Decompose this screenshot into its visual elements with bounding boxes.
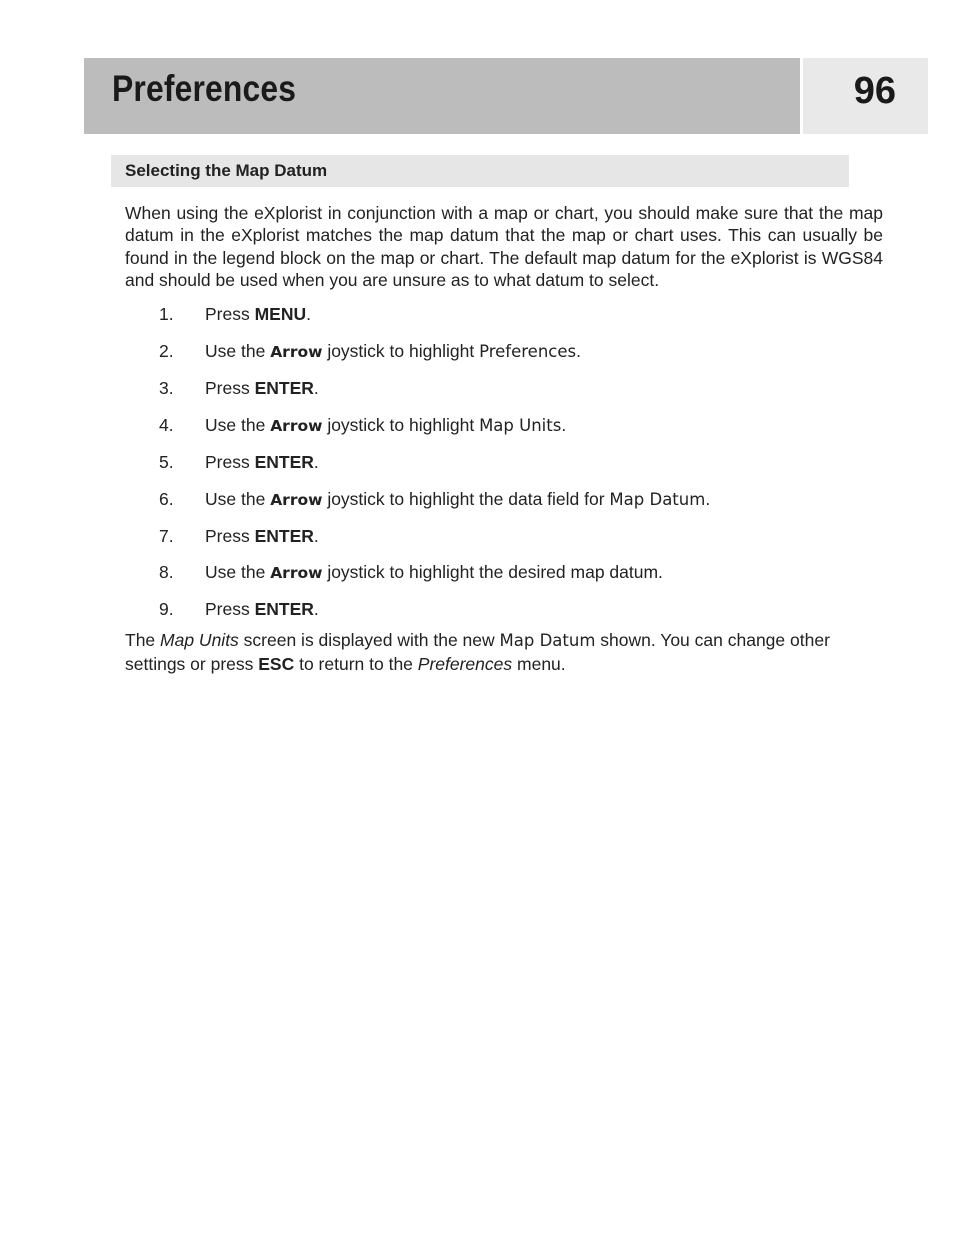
intro-paragraph: When using the eXplorist in conjunction with a map or chart, you should make sure that the map datum in the eXplorist matches the map datum that the map or chart uses. This can usually be found in the legend block on the map or chart. The default map datum for the eXplorist is WGS84 and should be used when you are unsure as to what datum to select.: [125, 203, 883, 290]
key-arrow: Arrow: [270, 343, 323, 362]
step-number: 8.: [159, 562, 174, 583]
screen-term: Map Datum: [499, 631, 596, 651]
step-7: [125, 525, 883, 562]
key-enter: ENTER: [254, 451, 314, 472]
key-esc: ESC: [258, 653, 295, 674]
outro-paragraph: The Map Units screen is displayed with the new Map Datum shown. You can change other settings or press ESC to return to the Preferences menu.: [125, 630, 830, 674]
step-4: [125, 414, 883, 451]
step-5: [125, 451, 883, 488]
content: [125, 202, 883, 675]
step-number: 3.: [159, 377, 174, 398]
step-number: 2.: [159, 341, 174, 362]
key-arrow: Arrow: [270, 416, 323, 435]
screen-term: Map Units: [479, 415, 562, 435]
step-number: 9.: [159, 599, 174, 620]
section-title: Selecting the Map Datum: [125, 161, 328, 180]
step-1: [125, 303, 883, 340]
step-text: Press MENU.: [205, 304, 312, 325]
key-arrow: Arrow: [270, 564, 323, 583]
step-9: [125, 598, 883, 635]
step-text: Use the Arrow joystick to highlight Map Units.: [205, 414, 567, 435]
step-8: [125, 561, 883, 598]
key-arrow: Arrow: [270, 490, 323, 509]
step-text: Use the Arrow joystick to highlight the data field for Map Datum.: [205, 488, 711, 509]
key-enter: ENTER: [254, 377, 314, 398]
steps-list: [125, 303, 883, 635]
screen-term: Map Datum: [609, 489, 706, 509]
step-6: [125, 488, 883, 525]
step-2: [125, 340, 883, 377]
key-enter: ENTER: [254, 525, 314, 546]
step-text: Press ENTER.: [205, 451, 319, 472]
step-text: Use the Arrow joystick to highlight the desired map datum.: [205, 562, 663, 583]
step-text: Use the Arrow joystick to highlight Preferences.: [205, 341, 581, 362]
step-text: Press ENTER.: [205, 525, 319, 546]
step-number: 6.: [159, 488, 174, 509]
step-text: Press ENTER.: [205, 377, 319, 398]
step-3: [125, 377, 883, 414]
page-number: 96: [853, 70, 896, 112]
step-number: 7.: [159, 525, 174, 546]
screen-term: Preferences: [479, 342, 577, 362]
key-enter: ENTER: [254, 599, 314, 620]
section-header: [111, 155, 849, 187]
step-number: 5.: [159, 451, 174, 472]
page-number-box: [803, 58, 928, 134]
italic-term: Map Units: [160, 630, 239, 651]
step-number: 1.: [159, 304, 174, 325]
italic-term: Preferences: [417, 653, 513, 674]
page-header: [84, 58, 800, 134]
page-title: Preferences: [112, 68, 297, 109]
key-menu: MENU: [254, 304, 307, 325]
step-number: 4.: [159, 414, 174, 435]
step-text: Press ENTER.: [205, 599, 319, 620]
